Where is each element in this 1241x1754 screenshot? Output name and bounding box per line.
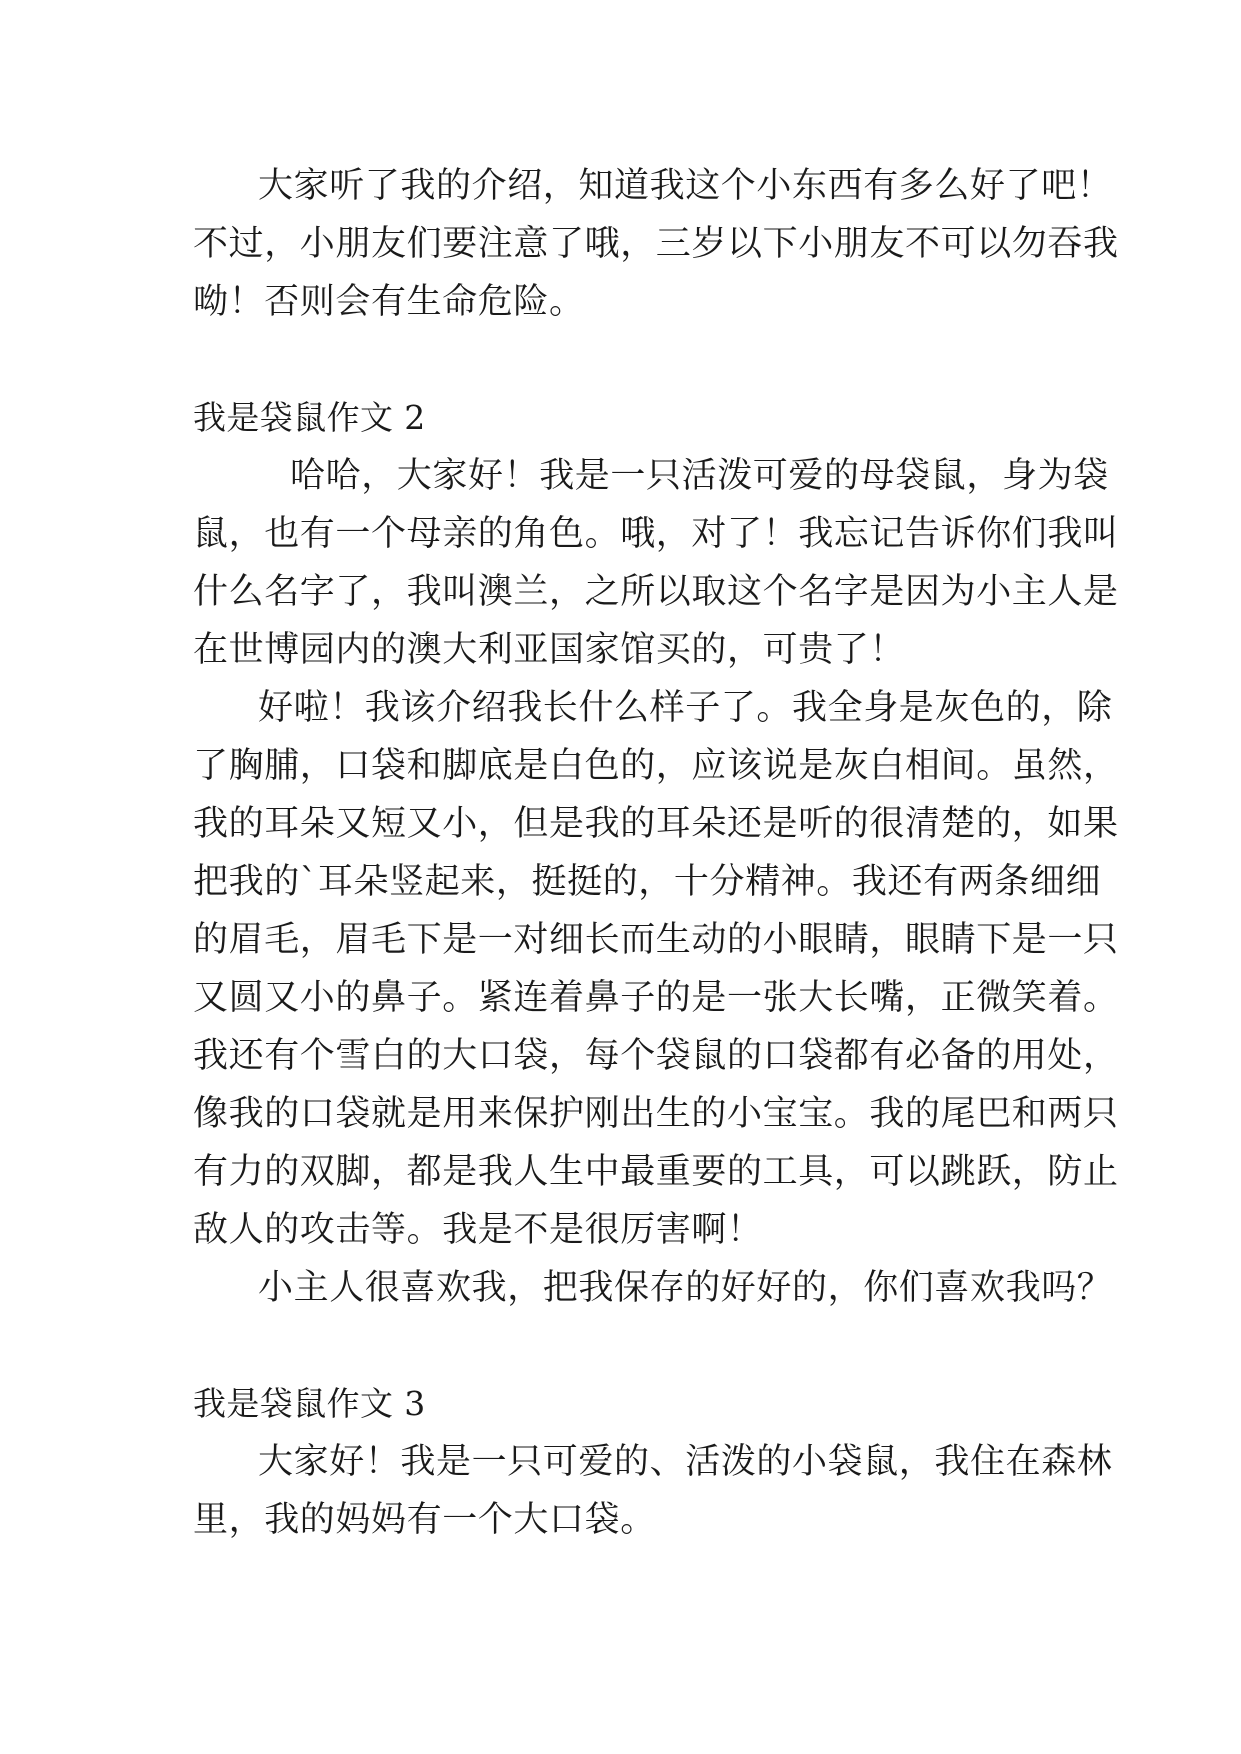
paragraph-line: 的眉毛，眉毛下是一对细长而生动的小眼睛，眼睛下是一只 (193, 920, 1119, 960)
paragraph-line: 把我的`耳朵竖起来，挺挺的，十分精神。我还有两条细细 (193, 862, 1102, 902)
paragraph-line: 好啦！我该介绍我长什么样子了。我全身是灰色的，除 (258, 688, 1113, 728)
paragraph-line: 我还有个雪白的大口袋，每个袋鼠的口袋都有必备的用处， (193, 1036, 1119, 1076)
paragraph-line: 什么名字了，我叫澳兰，之所以取这个名字是因为小主人是 (193, 572, 1119, 612)
paragraph-line: 我的耳朵又短又小，但是我的耳朵还是听的很清楚的，如果 (193, 804, 1119, 844)
paragraph-line: 了胸脯，口袋和脚底是白色的，应该说是灰白相间。虽然， (193, 746, 1119, 786)
paragraph-line: 有力的双脚，都是我人生中最重要的工具，可以跳跃，防止 (193, 1152, 1119, 1192)
paragraph-line: 又圆又小的鼻子。紧连着鼻子的是一张大长嘴，正微笑着。 (193, 978, 1119, 1018)
paragraph-line: 鼠，也有一个母亲的角色。哦，对了！我忘记告诉你们我叫 (193, 514, 1119, 554)
paragraph-line: 里，我的妈妈有一个大口袋。 (193, 1500, 656, 1540)
paragraph-line: 像我的口袋就是用来保护刚出生的小宝宝。我的尾巴和两只 (193, 1094, 1119, 1134)
paragraph-line: 在世博园内的澳大利亚国家馆买的，可贵了！ (193, 630, 906, 670)
paragraph-line: 大家好！我是一只可爱的、活泼的小袋鼠，我住在森林 (258, 1442, 1113, 1482)
paragraph-line: 小主人很喜欢我，把我保存的好好的，你们喜欢我吗？ (258, 1268, 1113, 1308)
paragraph-line: 呦！否则会有生命危险。 (193, 282, 585, 322)
section-heading: 我是袋鼠作文 3 (193, 1384, 426, 1423)
paragraph-line: 哈哈，大家好！我是一只活泼可爱的母袋鼠，身为袋 (290, 456, 1109, 496)
paragraph-line: 敌人的攻击等。我是不是很厉害啊！ (193, 1210, 763, 1250)
paragraph-line: 大家听了我的介绍，知道我这个小东西有多么好了吧！ (258, 166, 1113, 206)
section-heading: 我是袋鼠作文 2 (193, 398, 426, 437)
paragraph-line: 不过，小朋友们要注意了哦，三岁以下小朋友不可以勿吞我 (193, 224, 1119, 264)
